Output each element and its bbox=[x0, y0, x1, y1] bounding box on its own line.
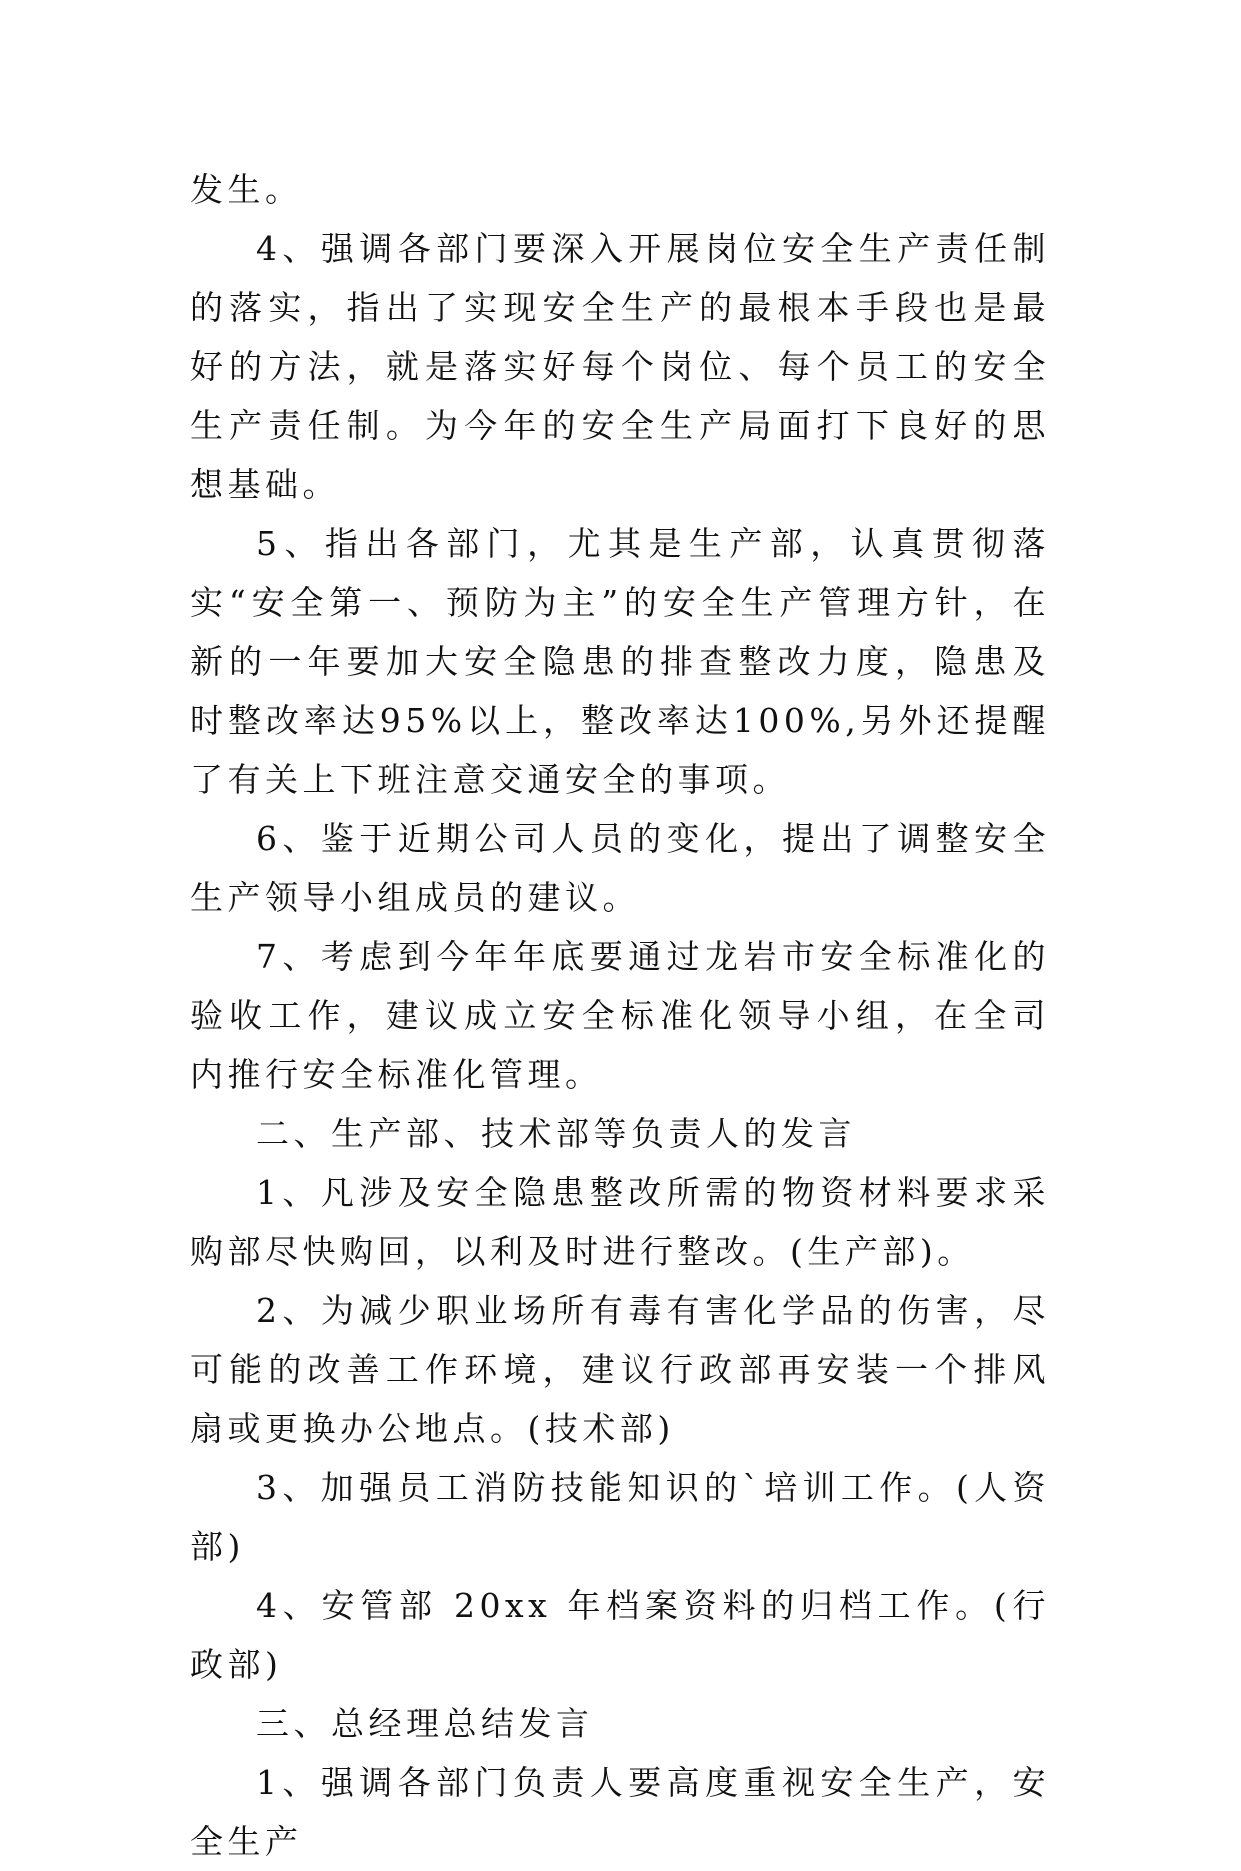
document-page bbox=[190, 160, 1050, 1871]
paragraph-2: 4、强调各部门要深入开展岗位安全生产责任制的落实，指出了实现安全生产的最根本手段也是最好的方法，就是落实好每个岗位、每个员工的安全生产责任制。为今年的安全生产局面打下良好的思想基础。 bbox=[190, 229, 1050, 504]
paragraph-3: 5、指出各部门，尤其是生产部，认真贯彻落实“安全第一、预防为主”的安全生产管理方针，在新的一年要加大安全隐患的排查整改力度，隐患及时整改率达95%以上，整改率达100%,另外还提醒了有关上下班注意交通安全的事项。 bbox=[190, 524, 1050, 799]
section-heading-3: 三、总经理总结发言 bbox=[256, 1704, 594, 1743]
paragraph-7: 2、为减少职业场所有毒有害化学品的伤害，尽可能的改善工作环境，建议行政部再安装一个排风扇或更换办公地点。(技术部) bbox=[190, 1291, 1050, 1448]
section-heading-2: 二、生产部、技术部等负责人的发言 bbox=[256, 1114, 856, 1153]
paragraph-4: 6、鉴于近期公司人员的变化，提出了调整安全生产领导小组成员的建议。 bbox=[190, 819, 1050, 917]
paragraph-10: 1、强调各部门负责人要高度重视安全生产，安全生产 bbox=[190, 1763, 1050, 1861]
paragraph-5: 7、考虑到今年年底要通过龙岩市安全标准化的验收工作，建议成立安全标准化领导小组，在全司内推行安全标准化管理。 bbox=[190, 937, 1050, 1094]
paragraph-1: 发生。 bbox=[190, 170, 303, 209]
paragraph-6: 1、凡涉及安全隐患整改所需的物资材料要求采购部尽快购回，以利及时进行整改。(生产部)。 bbox=[190, 1173, 1050, 1271]
paragraph-9: 4、安管部 20xx 年档案资料的归档工作。(行政部) bbox=[190, 1586, 1050, 1684]
paragraph-8: 3、加强员工消防技能知识的`培训工作。(人资部) bbox=[190, 1468, 1050, 1566]
